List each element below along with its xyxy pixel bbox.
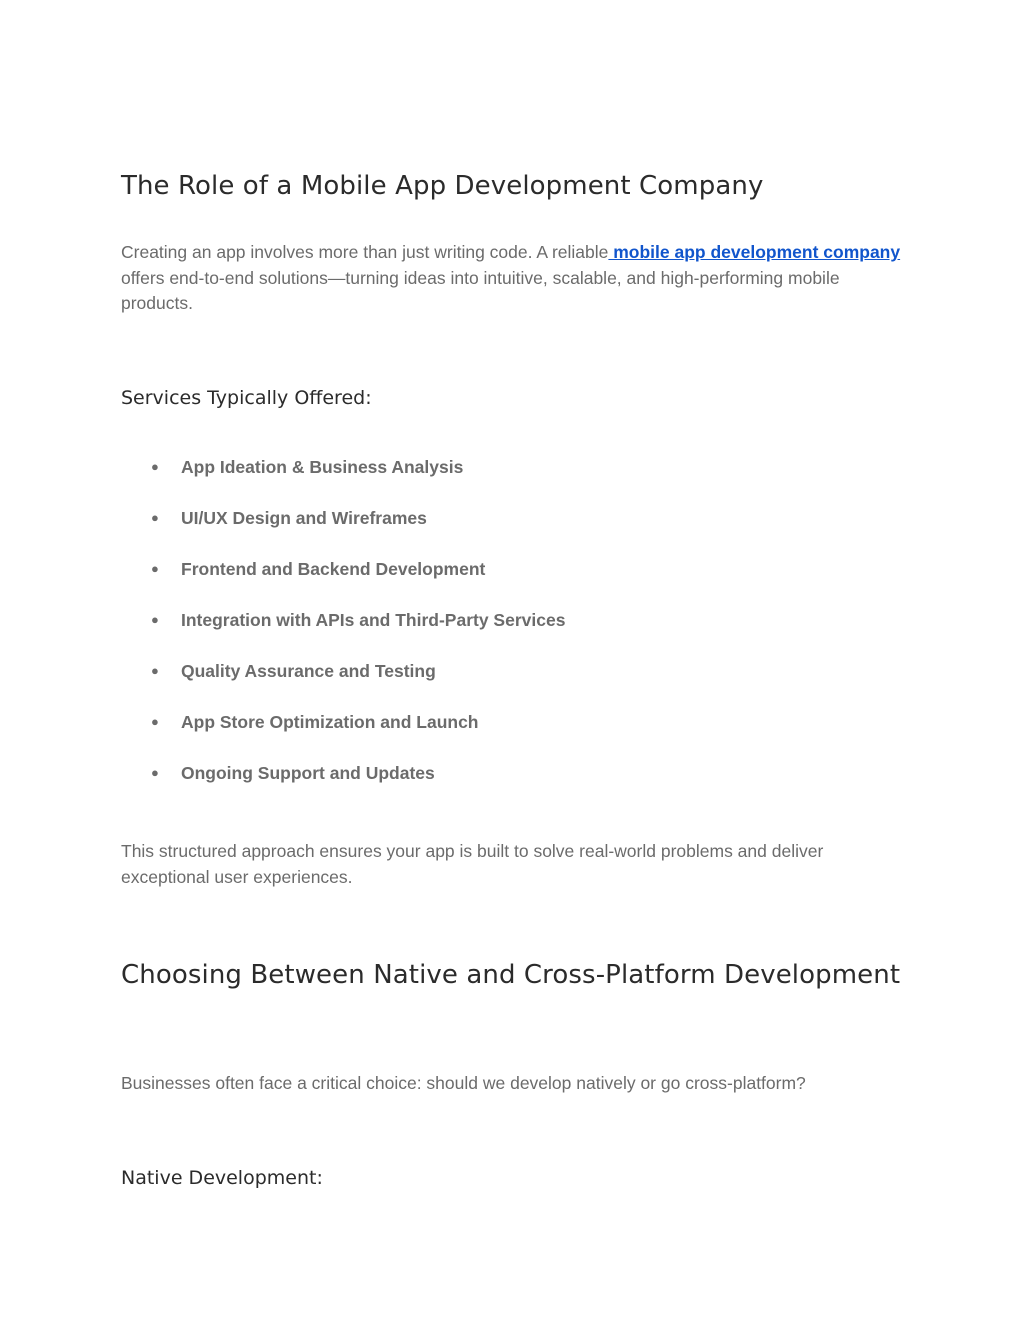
list-item <box>151 708 565 759</box>
mobile-app-development-company-link[interactable]: mobile app development company <box>608 242 901 262</box>
service-label: Quality Assurance and Testing <box>181 661 436 681</box>
intro-paragraph <box>121 240 901 317</box>
intro-text-before-link: Creating an app involves more than just writing code. A reliable <box>121 242 609 262</box>
bullet-icon: ● <box>151 459 159 474</box>
service-label: Integration with APIs and Third-Party Services <box>181 610 566 630</box>
bullet-icon: ● <box>151 765 159 780</box>
bullet-icon: ● <box>151 663 159 678</box>
bullet-icon: ● <box>151 714 159 729</box>
service-label: UI/UX Design and Wireframes <box>181 508 427 528</box>
intro-text-after-link: offers end-to-end solutions—turning ideas into intuitive, scalable, and high-performing mobile products. <box>121 267 840 313</box>
services-list <box>151 453 565 810</box>
services-conclusion: This structured approach ensures your app is built to solve real-world problems and deliver exceptional user experiences. <box>121 841 824 887</box>
list-item <box>151 504 565 555</box>
bullet-icon: ● <box>151 612 159 627</box>
list-item <box>151 555 565 606</box>
native-development-heading: Native Development: <box>121 1167 323 1189</box>
bullet-icon: ● <box>151 510 159 525</box>
section-title-role: The Role of a Mobile App Development Company <box>121 171 764 201</box>
bullet-icon: ● <box>151 561 159 576</box>
list-item <box>151 657 565 708</box>
choice-paragraph: Businesses often face a critical choice: should we develop natively or go cross-platform? <box>121 1073 806 1093</box>
list-item <box>151 453 565 504</box>
section-title-native-vs-cross: Choosing Between Native and Cross-Platform Development <box>121 960 901 990</box>
services-heading: Services Typically Offered: <box>121 387 372 409</box>
service-label: Frontend and Backend Development <box>181 559 486 579</box>
list-item <box>151 606 565 657</box>
service-label: App Store Optimization and Launch <box>181 712 479 732</box>
list-item <box>151 759 565 810</box>
service-label: App Ideation & Business Analysis <box>181 457 464 477</box>
service-label: Ongoing Support and Updates <box>181 763 435 783</box>
